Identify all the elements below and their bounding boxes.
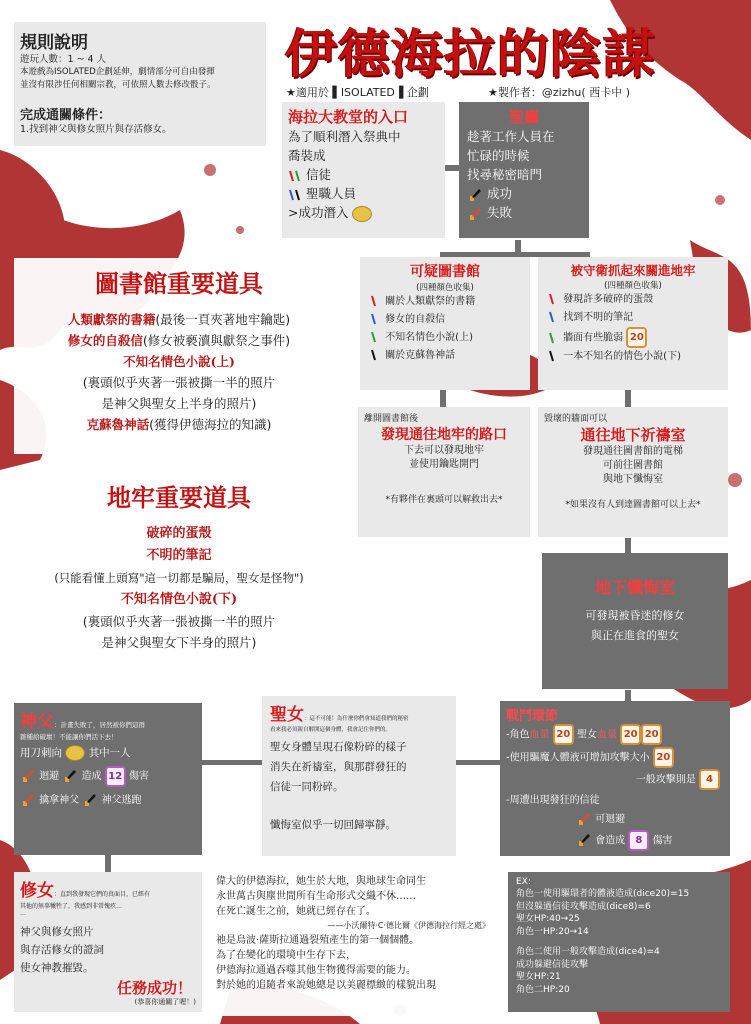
- library-item-2: 修女的自殺信(修女被褻瀆與獻祭之事件): [67, 333, 291, 348]
- library-item-blue: 修女的自殺信: [368, 311, 522, 329]
- entrance-desc-2: 喬裝成: [288, 148, 326, 163]
- lore-line-3: 在死亡誕生之前，她就已經存在了。: [216, 906, 376, 917]
- saint-desc-2: 消失在祈禱室，與那群發狂的: [270, 761, 407, 773]
- lore-line-1: 偉大的伊德海拉，她生於大地，與地球生命同生: [216, 876, 426, 887]
- battle-title: 戰鬥環節: [506, 709, 559, 724]
- clear-condition-heading: 完成通關條件：: [20, 108, 112, 123]
- nun-success: 任務成功！: [116, 979, 192, 997]
- captured-item-red: 發現許多破碎的蛋殼: [546, 291, 720, 309]
- dungeon-item-3-desc-2: 是神父與聖女下半身的照片): [101, 635, 257, 650]
- orange-blade-icon: [20, 792, 36, 808]
- nun-header: 修女：直到我發現它們的真面目，已經有: [20, 881, 151, 901]
- credit-author: ★製作者：@zizhu( 西卡中 ): [488, 86, 630, 99]
- lore-line-2: 永世萬古與塵世間所有生命形式交織不休……: [216, 891, 416, 902]
- library-panel: [360, 257, 530, 390]
- captured-item-green: 牆面有些脆弱 20: [546, 327, 720, 348]
- priest-quote-2: 雜種給破壞！不能讓你們活下去！: [20, 733, 118, 741]
- clear-condition-panel: [14, 100, 266, 146]
- lore-line-4: 祂是烏波·薩斯拉通過裂殖產生的第一個個體。: [216, 935, 420, 946]
- orange-blade-icon: [576, 811, 592, 827]
- captured-title: 被守衛抓起來關進地牢: [570, 263, 696, 278]
- confession-desc-2: 與正在進食的聖女: [591, 629, 679, 642]
- orange-blade-icon: [467, 206, 483, 222]
- battle-normal-attack: 一般攻擊則是 4: [506, 769, 724, 792]
- chapel-path-title: 通往地下祈禱室: [580, 426, 686, 444]
- lore-line-6: 伊德海拉通過吞噬其他生物獲得需要的能力。: [216, 965, 416, 976]
- blue-black-key-icon: [288, 188, 302, 202]
- confession-title: 地下懺悔室: [594, 578, 675, 597]
- lore-citation: ——小沃爾特·C·德比爾《伊德海拉行經之處》: [327, 921, 490, 930]
- battle-cultist-line: -周遭出現發狂的信徒: [506, 794, 600, 806]
- blue-key-icon: [368, 312, 382, 326]
- confession-desc-1: 可發現被昏迷的修女: [585, 609, 685, 622]
- chapel-path-pre: 毀壞的牆面可以: [544, 414, 608, 424]
- d20-die-icon: 20: [553, 724, 574, 745]
- d20-die-icon: 20: [626, 327, 647, 348]
- hall-success: 成功: [467, 184, 581, 203]
- entrance-panel: [282, 102, 445, 238]
- library-subtitle: (四種顏色收集): [416, 283, 474, 293]
- example-line: 角色一HP:20→14: [516, 926, 589, 937]
- example-line: 角色二使用一般攻擊造成(dice4)=4: [516, 947, 660, 957]
- rules-panel: [14, 22, 266, 104]
- dungeon-path-note: *有夥伴在裏頭可以解救出去*: [385, 495, 503, 505]
- priest-capture-line: 擒拿神父 神父逃跑: [20, 789, 196, 813]
- battle-cause: 會造成 8 傷害: [506, 830, 724, 852]
- example-heading: EX:: [516, 877, 531, 887]
- black-key-icon: [546, 349, 560, 363]
- d20-die-icon: 20: [641, 724, 662, 745]
- saint-quote-2: 看來我必須親自解開這個身體，我會記住你們的。: [270, 727, 392, 733]
- hall-title: 聖廳: [508, 108, 539, 126]
- connector-entrance-hall: [445, 165, 459, 171]
- library-item-1: 人類獻祭的書籍(最後一頁夾著地牢鑰匙): [67, 312, 291, 327]
- priest-dodge-line: 迴避 造成 12 傷害: [20, 765, 196, 789]
- nun-line-1: 神父與修女照片: [20, 926, 94, 938]
- nun-panel: [14, 872, 202, 1012]
- green-key-icon: [546, 331, 560, 345]
- library-item-black: 關於克蘇魯神話: [368, 347, 522, 365]
- example-lines: [516, 888, 722, 996]
- entrance-option-clergy: 聖職人員: [288, 184, 439, 203]
- dungeon-items-panel: [14, 472, 344, 664]
- dungeon-item-3: 不知名情色小說(下): [120, 592, 238, 607]
- library-title: 可疑圖書館: [410, 264, 480, 280]
- d4-die-icon: 4: [699, 769, 720, 790]
- library-item-3-desc-2: 是神父與聖女上半身的照片): [101, 396, 257, 411]
- battle-fluid-line: -使用驅魔人體液可增加攻擊大小 20: [506, 747, 724, 770]
- chapel-path-note: *如果沒有人到達圖書館可以上去*: [565, 500, 701, 510]
- library-items-title: 圖書館重要道具: [95, 269, 263, 298]
- example-line: [516, 938, 722, 946]
- clear-condition-item: 1.找到神父與修女照片與存活修女。: [20, 124, 172, 135]
- chapel-path-panel: [538, 407, 728, 537]
- black-key-icon: [368, 348, 382, 362]
- library-item-3-desc-1: (裏頭似乎夾著一張被撕一半的照片: [82, 375, 276, 390]
- d20-die-icon: 20: [653, 747, 674, 768]
- dungeon-path-desc-2: 並使用鑰匙開門: [409, 459, 479, 470]
- library-item-4: 克蘇魯神話(獲得伊德海拉的知識): [86, 417, 272, 432]
- saint-panel: [262, 696, 456, 856]
- black-blade-icon: [467, 187, 483, 203]
- saint-header: 聖女：這不可能！為什麼你們會知道我們的秘密: [270, 705, 409, 725]
- entrance-result: >成功潛入: [288, 203, 439, 222]
- chapel-path-desc-2: 可前往圖書館: [603, 460, 663, 471]
- connector-priest-saint: [200, 760, 262, 765]
- connector-priest-nun: [105, 855, 111, 873]
- blue-key-icon: [546, 310, 560, 324]
- coin-icon: [352, 206, 372, 222]
- lore-line-7: 對於她的追隨者來說她總是以美麗標緻的樣貌出現: [216, 980, 436, 991]
- lore-line-5: 為了在變化的環境中生存下去，: [216, 950, 356, 961]
- library-item-3: 不知名情色小說(上): [123, 354, 235, 369]
- red-key-icon: [368, 294, 382, 308]
- connector-chapel-confession: [625, 538, 631, 554]
- example-line: 角色一使用驅環者的體液造成(dice20)=15: [516, 889, 690, 899]
- nun-tiny-note: (恭喜你通關了喔！): [134, 998, 196, 1006]
- dungeon-item-2: 不明的筆記: [146, 548, 212, 563]
- orange-blade-icon: [20, 768, 36, 784]
- d8-die-icon: 8: [628, 830, 649, 851]
- credit-applies: ★適用於 ▌ISOLATED▐ 企劃: [286, 86, 429, 99]
- library-items-panel: [14, 258, 344, 454]
- hall-desc-1: 趁著工作人員在: [467, 129, 555, 144]
- nun-line-2: 與存活修女的證詞: [20, 944, 104, 956]
- library-item-green: 不知名情色小說(上): [368, 329, 522, 347]
- connector-library-path: [440, 390, 446, 408]
- saint-desc-4: 懺悔室似乎一切回歸寧靜。: [270, 819, 396, 831]
- d20-die-icon: 20: [620, 724, 641, 745]
- dungeon-path-title: 發現通往地牢的路口: [381, 427, 507, 443]
- black-blade-icon: [576, 832, 592, 848]
- entrance-desc-1: 為了順利潛入祭典中: [288, 129, 401, 144]
- nun-quote-3: …: [20, 910, 26, 917]
- captured-panel: [538, 257, 728, 390]
- battle-dodge: 可迴避: [506, 810, 724, 830]
- hall-panel: [459, 102, 589, 238]
- example-line: 聖女HP:40→25: [516, 914, 580, 924]
- red-green-key-icon: [288, 169, 302, 183]
- captured-item-blue: 找到不明的筆記: [546, 309, 720, 327]
- chapel-path-desc-3: 與地下懺悔室: [603, 474, 663, 485]
- rules-desc-2: 並沒有限涉任何相關宗教，可依照人數去修改骰子。: [20, 80, 216, 90]
- chapel-path-desc-1: 發現通往圖書館的電梯: [583, 446, 683, 457]
- rules-heading: 規則說明: [20, 33, 88, 53]
- black-blade-icon: [82, 792, 98, 808]
- confession-panel: [542, 553, 728, 689]
- connector-captured-chapel: [625, 390, 631, 408]
- battle-panel: [500, 701, 730, 856]
- rules-desc-1: 本遊戲為ISOLATED企劃延伸，劇情部分可自由發揮: [20, 67, 215, 77]
- priest-panel: [14, 703, 202, 855]
- entrance-title: 海拉大教堂的入口: [288, 108, 409, 126]
- saint-desc-3: 信徒一同粉碎。: [270, 781, 344, 793]
- hall-desc-3: 找尋秘密暗門: [467, 167, 543, 182]
- coin-icon: [65, 745, 85, 761]
- entrance-option-believer: 信徒: [288, 165, 439, 184]
- main-title: 伊德海拉的陰謀: [285, 24, 657, 85]
- connector-battle-saint: [455, 760, 501, 765]
- hall-desc-2: 忙碌的時候: [467, 148, 530, 163]
- d12-die-icon: 12: [105, 766, 126, 787]
- example-panel: [508, 872, 730, 1012]
- hall-fail: 失敗: [467, 203, 581, 222]
- lore-panel: [212, 870, 494, 1016]
- dungeon-items-title: 地牢重要道具: [107, 483, 251, 512]
- captured-item-black: 一本不知名的情色小說(下): [546, 348, 720, 366]
- example-line: 成功躲避信徒攻擊: [516, 959, 589, 970]
- example-line: 角色二HP:20: [516, 984, 570, 995]
- dungeon-path-pre: 離開圖書館後: [364, 414, 419, 424]
- green-key-icon: [368, 330, 382, 344]
- rules-players: 遊玩人數：1 ~ 4 人: [20, 54, 107, 65]
- nun-quote-2: 其他的無辜犧牲了，我感到非常愧疚…: [20, 903, 123, 910]
- example-line: 聖女HP:21: [516, 972, 561, 982]
- priest-header: 神父：計畫失敗了，居然被你們這群: [20, 712, 145, 732]
- example-line: 但沒躲過信徒攻擊造成(dice8)=6: [516, 901, 651, 912]
- saint-desc-1: 聖女身體呈現石像粉碎的樣子: [270, 741, 407, 753]
- dungeon-item-2-desc: (只能看懂上頭寫"這一切都是騙局，聖女是怪物"): [54, 571, 304, 585]
- battle-hp-line: -角色血量 20 聖女血量 20 20: [506, 724, 724, 747]
- priest-stab-line: 用刀刺向 其中一人: [20, 747, 131, 759]
- dungeon-item-1: 破碎的蛋殼: [146, 526, 212, 541]
- library-item-red: 關於人類獻祭的書籍: [368, 293, 522, 311]
- captured-subtitle: (四種顏色收集): [604, 281, 662, 291]
- dungeon-path-panel: [358, 407, 530, 537]
- dungeon-item-3-desc-1: (裏頭似乎夾著一張被撕一半的照片: [82, 614, 276, 629]
- dungeon-path-desc-1: 下去可以發現地牢: [404, 445, 484, 456]
- nun-line-3: 使女神教摧毀。: [20, 962, 94, 974]
- black-blade-icon: [62, 768, 78, 784]
- red-key-icon: [546, 292, 560, 306]
